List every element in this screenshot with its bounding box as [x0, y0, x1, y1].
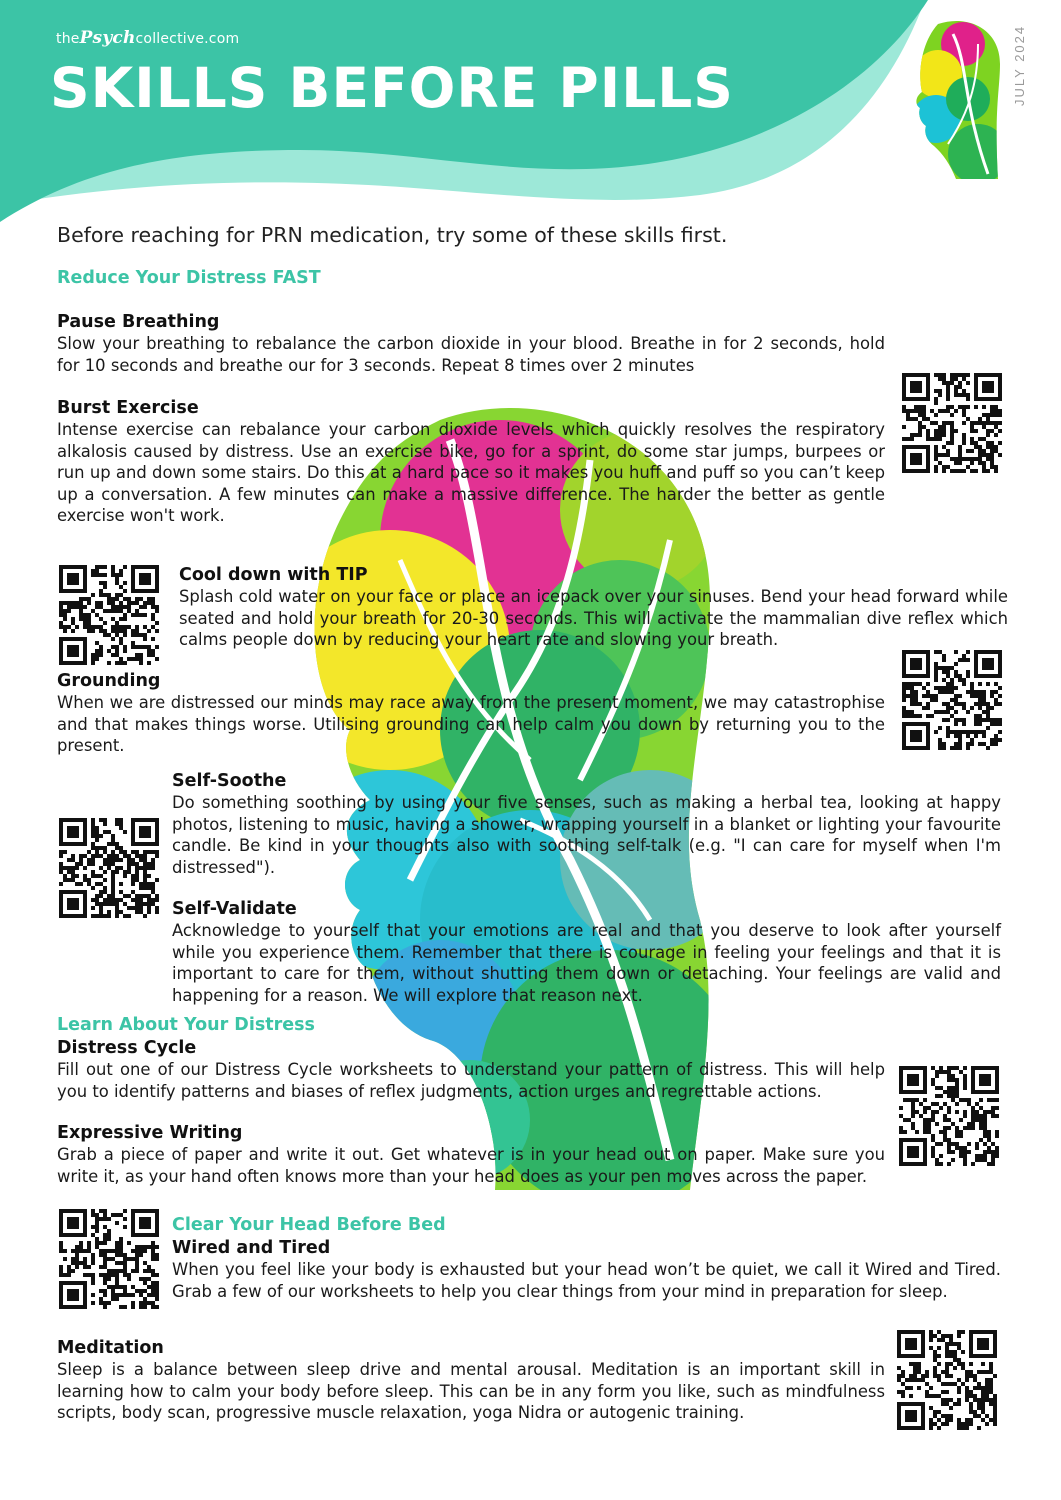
skill-body: Do something soothing by using your five senses, such as making a herbal tea, looking at happy photos, listening to music, having a shower, wrapping yourself in a blanket or lighting your favourite candle. Be kind in your thoughts also with soothing self-talk (e.g. "I can care for myself when I'm distressed"). [172, 793, 1001, 877]
skill-title: Self-Validate [172, 899, 297, 919]
section-learn-distress: Learn About Your Distress [57, 1015, 315, 1035]
skill-title: Distress Cycle [57, 1038, 197, 1058]
skill-title: Pause Breathing [57, 312, 220, 332]
skill-title: Cool down with TIP [179, 565, 368, 585]
skill-body: When you feel like your body is exhausted but your head won’t be quiet, we call it Wired and Tired. Grab a few of our worksheets to help you clear things from your mind in preparation for sleep. [172, 1260, 1001, 1301]
skill-meditation [57, 1338, 885, 1424]
skill-title: Grounding [57, 671, 161, 691]
skill-distress-cycle [57, 1038, 885, 1102]
skill-burst-exercise [57, 398, 885, 527]
skill-body: Acknowledge to yourself that your emotions are real and that you deserve to look after yourself while you experience them. Remember that there is courage in feeling your feelings and that it is important to care for them, without shutting them down or detaching. Your feelings are valid and happening for a reason. We will explore that reason next. [172, 921, 1001, 1005]
skill-body: Sleep is a balance between sleep drive and mental arousal. Meditation is an important skill in learning how to calm your body before sleep. This can be in any form you like, such as mindfulness scripts, body scan, progressive muscle relaxation, yoga Nidra or autogenic training. [57, 1360, 885, 1422]
skill-title: Meditation [57, 1338, 164, 1358]
skill-body: When we are distressed our minds may race away from the present moment, we may catastrophise and that makes things worse. Utilising grounding can help calm you down by returning you to the present. [57, 693, 885, 755]
skill-grounding [57, 671, 885, 757]
skill-expressive-writing [57, 1123, 885, 1187]
intro-text: Before reaching for PRN medication, try some of these skills first. [57, 223, 728, 247]
skill-self-validate [172, 899, 1001, 1006]
section-clear-head: Clear Your Head Before Bed [172, 1215, 446, 1235]
page-title: SKILLS BEFORE PILLS [50, 56, 734, 120]
skill-title: Burst Exercise [57, 398, 199, 418]
skill-cool-down-tip [179, 565, 1008, 651]
skill-pause-breathing [57, 312, 885, 376]
qr-code-self-soothe[interactable] [59, 818, 159, 918]
skill-wired-tired [172, 1238, 1001, 1302]
skill-body: Grab a piece of paper and write it out. Get whatever is in your head out on paper. Make sure you write it, as your hand often knows more than your head does as your pen moves across the paper. [57, 1145, 885, 1186]
skill-title: Self-Soothe [172, 771, 287, 791]
brand-logo-text [56, 28, 239, 48]
qr-code-wired-tired[interactable] [59, 1209, 159, 1309]
skill-body: Slow your breathing to rebalance the carbon dioxide in your blood. Breathe in for 2 seconds, hold for 10 seconds and breathe our for 3 seconds. Repeat 8 times over 2 minutes [57, 334, 885, 375]
brand-suffix: collective.com [135, 31, 240, 47]
issue-date: JULY 2024 [1012, 24, 1027, 106]
qr-code-burst-exercise[interactable] [902, 373, 1002, 473]
skill-title: Wired and Tired [172, 1238, 331, 1258]
qr-code-cool-down[interactable] [59, 565, 159, 665]
skill-body: Fill out one of our Distress Cycle worksheets to understand your pattern of distress. This will help you to identify patterns and biases of reflex judgments, action urges and regrettable actions. [57, 1060, 885, 1101]
brand-prefix: the [56, 31, 80, 47]
qr-code-distress-cycle[interactable] [899, 1066, 999, 1166]
head-logo-icon [908, 14, 1008, 184]
skill-title: Expressive Writing [57, 1123, 243, 1143]
skill-body: Intense exercise can rebalance your carbon dioxide levels which quickly resolves the respiratory alkalosis caused by distress. Use an exercise bike, go for a sprint, do some star jumps, burpees or run up and down some stairs. Do this at a hard pace so it makes you huff and puff so you can’t keep up a conversation. A few minutes can make a massive difference. The harder the better as gentle exercise won't work. [57, 420, 885, 525]
skill-body: Splash cold water on your face or place an icepack over your sinuses. Bend your head forward while seated and hold your breath for 20-30 seconds. This will activate the mammalian dive reflex which calms people down by reducing your heart rate and slowing your breath. [179, 587, 1008, 649]
qr-code-grounding[interactable] [902, 650, 1002, 750]
qr-code-meditation[interactable] [897, 1330, 997, 1430]
skill-self-soothe [172, 771, 1001, 878]
brand-script: Psych [79, 28, 136, 48]
section-reduce-distress: Reduce Your Distress FAST [57, 268, 321, 288]
